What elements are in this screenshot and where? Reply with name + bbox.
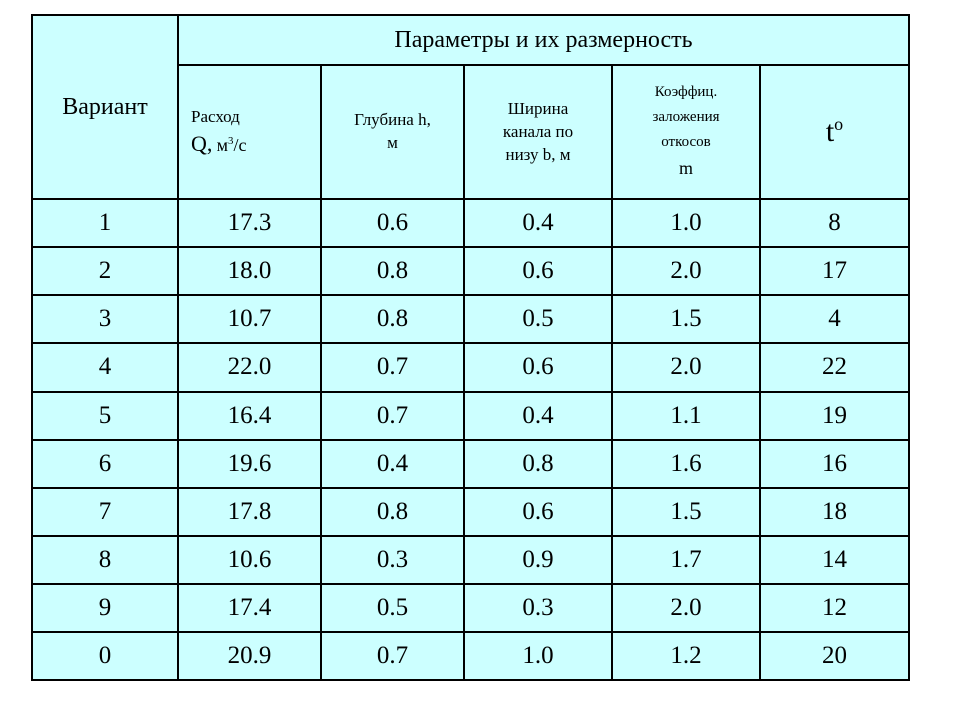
header-depth-label: Глубина h, <box>354 110 431 130</box>
header-width-line3: низу b, м <box>505 144 571 164</box>
cell-bottom-width: 0.6 <box>464 343 612 391</box>
cell-variant: 2 <box>32 247 178 295</box>
cell-depth: 0.7 <box>321 392 464 440</box>
cell-slope-coefficient: 2.0 <box>612 584 760 632</box>
header-width-line2: канала по <box>502 121 574 141</box>
header-flow-unit-sup: 3 <box>228 134 234 147</box>
cell-temperature: 14 <box>760 536 909 584</box>
cell-slope-coefficient: 1.6 <box>612 440 760 488</box>
cell-depth: 0.8 <box>321 247 464 295</box>
cell-flow-rate: 17.4 <box>178 584 321 632</box>
header-slope-coefficient <box>612 65 760 199</box>
parameters-table <box>31 14 910 681</box>
header-flow-rate <box>178 65 321 199</box>
header-coeff-symbol: m <box>678 158 693 179</box>
table-row <box>32 632 909 680</box>
cell-bottom-width: 0.8 <box>464 440 612 488</box>
table-row <box>32 247 909 295</box>
cell-depth: 0.8 <box>321 488 464 536</box>
cell-bottom-width: 1.0 <box>464 632 612 680</box>
cell-variant: 9 <box>32 584 178 632</box>
cell-depth: 0.8 <box>321 295 464 343</box>
cell-variant: 3 <box>32 295 178 343</box>
header-row-top <box>32 15 909 65</box>
cell-flow-rate: 19.6 <box>178 440 321 488</box>
header-flow-label: Расход <box>191 106 240 126</box>
header-bottom-width <box>464 65 612 199</box>
header-temperature <box>760 65 909 199</box>
cell-flow-rate: 16.4 <box>178 392 321 440</box>
header-variant: Вариант <box>32 15 178 199</box>
cell-slope-coefficient: 2.0 <box>612 343 760 391</box>
cell-depth: 0.7 <box>321 343 464 391</box>
cell-variant: 7 <box>32 488 178 536</box>
header-flow-unit-base: м <box>216 134 229 155</box>
cell-slope-coefficient: 1.5 <box>612 488 760 536</box>
header-flow-unit-tail: /с <box>233 134 247 155</box>
header-coeff-line3: откосов <box>661 133 711 150</box>
cell-bottom-width: 0.4 <box>464 392 612 440</box>
table-row <box>32 343 909 391</box>
cell-temperature: 12 <box>760 584 909 632</box>
header-coeff-line1: Коэффиц. <box>654 84 718 101</box>
header-flow-unit-line <box>191 129 320 159</box>
cell-variant: 1 <box>32 199 178 247</box>
cell-slope-coefficient: 2.0 <box>612 247 760 295</box>
cell-flow-rate: 18.0 <box>178 247 321 295</box>
header-temp-symbol: t <box>825 114 835 148</box>
cell-flow-rate: 22.0 <box>178 343 321 391</box>
cell-temperature: 18 <box>760 488 909 536</box>
cell-bottom-width: 0.5 <box>464 295 612 343</box>
table-row <box>32 392 909 440</box>
header-flow-symbol: Q, <box>191 130 213 156</box>
cell-slope-coefficient: 1.1 <box>612 392 760 440</box>
header-depth-unit: м <box>387 133 398 153</box>
cell-flow-rate: 17.3 <box>178 199 321 247</box>
cell-flow-rate: 10.7 <box>178 295 321 343</box>
table-row <box>32 536 909 584</box>
header-coeff-line2: заложения <box>652 108 720 125</box>
cell-variant: 0 <box>32 632 178 680</box>
cell-bottom-width: 0.6 <box>464 247 612 295</box>
table-row <box>32 295 909 343</box>
cell-temperature: 19 <box>760 392 909 440</box>
cell-flow-rate: 20.9 <box>178 632 321 680</box>
cell-bottom-width: 0.6 <box>464 488 612 536</box>
cell-bottom-width: 0.3 <box>464 584 612 632</box>
cell-slope-coefficient: 1.7 <box>612 536 760 584</box>
table-row <box>32 488 909 536</box>
cell-depth: 0.3 <box>321 536 464 584</box>
table-row <box>32 440 909 488</box>
cell-flow-rate: 10.6 <box>178 536 321 584</box>
table-body <box>32 15 909 680</box>
cell-variant: 6 <box>32 440 178 488</box>
header-depth <box>321 65 464 199</box>
header-flow-unit <box>217 135 247 155</box>
cell-variant: 5 <box>32 392 178 440</box>
cell-bottom-width: 0.4 <box>464 199 612 247</box>
cell-slope-coefficient: 1.5 <box>612 295 760 343</box>
parameters-table-container <box>31 14 908 681</box>
cell-depth: 0.7 <box>321 632 464 680</box>
cell-temperature: 4 <box>760 295 909 343</box>
cell-slope-coefficient: 1.0 <box>612 199 760 247</box>
cell-temperature: 16 <box>760 440 909 488</box>
cell-temperature: 17 <box>760 247 909 295</box>
cell-depth: 0.5 <box>321 584 464 632</box>
cell-variant: 4 <box>32 343 178 391</box>
cell-temperature: 20 <box>760 632 909 680</box>
header-temp-degree: o <box>834 113 844 134</box>
table-row <box>32 199 909 247</box>
cell-flow-rate: 17.8 <box>178 488 321 536</box>
header-parameters-title: Параметры и их размерность <box>178 15 909 65</box>
cell-temperature: 8 <box>760 199 909 247</box>
cell-variant: 8 <box>32 536 178 584</box>
cell-depth: 0.4 <box>321 440 464 488</box>
cell-slope-coefficient: 1.2 <box>612 632 760 680</box>
table-row <box>32 584 909 632</box>
cell-temperature: 22 <box>760 343 909 391</box>
header-width-line1: Ширина <box>507 98 569 118</box>
cell-depth: 0.6 <box>321 199 464 247</box>
cell-bottom-width: 0.9 <box>464 536 612 584</box>
